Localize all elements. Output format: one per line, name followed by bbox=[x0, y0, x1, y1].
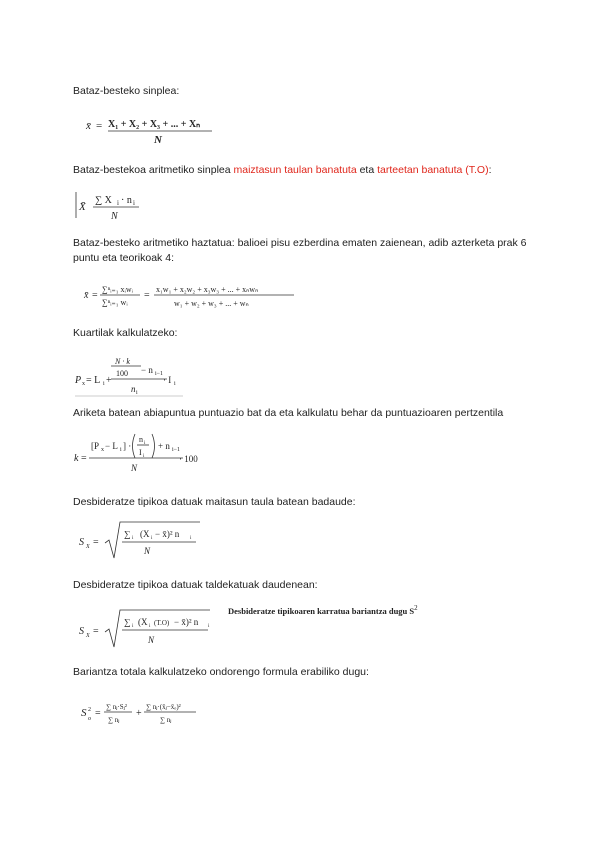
svg-text:X₁ + X₂ + X₃ + ... + Xₙ: X₁ + X₂ + X₃ + ... + Xₙ bbox=[108, 119, 201, 130]
svg-text:∑ⁿᵢ₌₁ xᵢwᵢ: ∑ⁿᵢ₌₁ xᵢwᵢ bbox=[102, 285, 133, 294]
svg-text:∑ⁿᵢ₌₁ wᵢ: ∑ⁿᵢ₌₁ wᵢ bbox=[102, 298, 128, 307]
svg-text:=: = bbox=[93, 626, 99, 637]
formula-percentile bbox=[73, 429, 203, 483]
svg-text:N: N bbox=[154, 134, 162, 146]
freq-mean-highlight-1: maiztasun taulan banatuta bbox=[233, 164, 357, 176]
svg-text:N: N bbox=[111, 211, 118, 222]
formula-quartiles bbox=[73, 355, 183, 399]
svg-text:∑ nⱼ: ∑ nⱼ bbox=[108, 716, 120, 724]
svg-text:N · k: N · k bbox=[115, 357, 130, 366]
svg-text:∑ nⱼ: ∑ nⱼ bbox=[160, 716, 172, 724]
svg-text:i: i bbox=[132, 536, 134, 541]
svg-text:=: = bbox=[92, 290, 98, 301]
svg-text:n: n bbox=[139, 435, 143, 444]
formula-simple-mean bbox=[84, 114, 224, 148]
svg-text:∑ nⱼ·(x̄ⱼ−x̄ₒ)²: ∑ nⱼ·(x̄ⱼ−x̄ₒ)² bbox=[146, 703, 181, 711]
svg-text:− n: − n bbox=[141, 365, 153, 375]
std-table-label: Desbideratze tipikoa datuak maitasun taula batean badaude: bbox=[73, 496, 356, 508]
svg-text:[P: [P bbox=[91, 441, 100, 451]
svg-text:i: i bbox=[132, 624, 134, 629]
svg-text:X: X bbox=[86, 633, 90, 639]
variance-note bbox=[228, 604, 418, 616]
svg-text:x̄: x̄ bbox=[86, 120, 91, 132]
svg-text:=: = bbox=[96, 120, 103, 132]
svg-text:i: i bbox=[143, 454, 145, 459]
svg-text:∑ nⱼ·Sⱼ²: ∑ nⱼ·Sⱼ² bbox=[106, 703, 128, 711]
svg-text:k: k bbox=[74, 453, 79, 464]
svg-text:(X: (X bbox=[138, 617, 148, 627]
svg-text:− x̄)² n: − x̄)² n bbox=[155, 529, 180, 539]
svg-text:(T.O): (T.O) bbox=[154, 619, 170, 627]
svg-text:i−1: i−1 bbox=[155, 371, 164, 377]
formula-freq-mean bbox=[73, 190, 153, 224]
svg-text:+: + bbox=[106, 375, 112, 386]
svg-text:i: i bbox=[136, 390, 138, 396]
svg-text:+: + bbox=[136, 708, 142, 719]
freq-mean-prefix: Bataz-bestekoa aritmetiko sinplea bbox=[73, 164, 234, 176]
svg-text:N: N bbox=[144, 546, 151, 556]
svg-text:=: = bbox=[81, 453, 87, 464]
weighted-mean-label: Bataz-besteko aritmetiko haztatua: balioei pisu ezberdina ematen zaienean, adib azterketa prak 6 puntu eta teorikoak 4: bbox=[73, 237, 527, 264]
svg-text:− x̄)² n: − x̄)² n bbox=[174, 617, 199, 627]
percentile-label: Ariketa batean abiapuntua puntuazio bat da eta kalkulatu behar da puntuazioaren pertzentila bbox=[73, 407, 504, 419]
svg-text:N: N bbox=[131, 463, 138, 473]
svg-text:+ n: + n bbox=[158, 441, 170, 451]
formula-std-grouped bbox=[78, 605, 218, 653]
svg-text:i: i bbox=[208, 624, 210, 629]
svg-text:=: = bbox=[144, 290, 150, 301]
svg-text:i: i bbox=[133, 199, 135, 207]
svg-text:X̄: X̄ bbox=[79, 201, 86, 213]
simple-mean-label: Bataz-besteko sinplea: bbox=[73, 85, 180, 97]
svg-text:i: i bbox=[144, 441, 146, 446]
svg-text:x₁w₁ + x₂w₂ + x₃w₃ + ... + xₙw: x₁w₁ + x₂w₂ + x₃w₃ + ... + xₙwₙ bbox=[156, 285, 259, 294]
svg-text:i: i bbox=[117, 199, 119, 207]
svg-text:∑: ∑ bbox=[124, 617, 131, 627]
svg-text:o: o bbox=[88, 716, 91, 722]
svg-text:] ·: ] · bbox=[123, 441, 132, 451]
total-variance-label: Bariantza totala kalkulatzeko ondorengo formula erabiliko dugu: bbox=[73, 666, 369, 678]
svg-text:i: i bbox=[120, 447, 122, 453]
svg-text:= L: = L bbox=[86, 375, 101, 386]
svg-text:S: S bbox=[81, 707, 87, 719]
svg-text:=: = bbox=[93, 537, 99, 548]
svg-text:∑: ∑ bbox=[124, 529, 131, 539]
svg-text:S: S bbox=[79, 537, 84, 548]
svg-text:w₁ + w₂ + w₃ + ... + wₙ: w₁ + w₂ + w₃ + ... + wₙ bbox=[174, 299, 249, 308]
formula-weighted-mean bbox=[82, 281, 312, 317]
svg-text:S: S bbox=[79, 626, 84, 637]
svg-text:P: P bbox=[75, 375, 82, 386]
svg-text:i: i bbox=[174, 381, 176, 387]
svg-text:i: i bbox=[149, 624, 151, 629]
svg-text:100: 100 bbox=[116, 369, 128, 378]
svg-text:X: X bbox=[86, 544, 90, 550]
formula-std-table bbox=[78, 518, 208, 564]
svg-text:=: = bbox=[95, 708, 101, 719]
svg-text:N: N bbox=[148, 635, 155, 645]
svg-text:I: I bbox=[139, 448, 142, 457]
svg-text:x: x bbox=[82, 381, 85, 387]
quartiles-label: Kuartilak kalkulatzeko: bbox=[73, 327, 178, 339]
freq-mean-label bbox=[73, 163, 492, 178]
svg-text:2: 2 bbox=[88, 707, 91, 713]
svg-text:· 100: · 100 bbox=[179, 454, 198, 464]
formula-total-variance bbox=[80, 698, 210, 732]
svg-text:x̄: x̄ bbox=[84, 290, 89, 301]
svg-text:· n: · n bbox=[121, 195, 132, 206]
variance-note-text: Desbideratze tipikoaren karratua bariantza dugu S bbox=[228, 605, 415, 616]
svg-text:(X: (X bbox=[140, 529, 150, 539]
svg-text:n: n bbox=[131, 384, 136, 394]
freq-mean-highlight-2: tarteetan banatuta (T.O) bbox=[377, 164, 489, 176]
svg-text:∑ X: ∑ X bbox=[95, 195, 112, 206]
std-grouped-label: Desbideratze tipikoa datuak taldekatuak daudenean: bbox=[73, 579, 318, 591]
svg-text:x: x bbox=[101, 447, 104, 453]
svg-text:i−1: i−1 bbox=[172, 447, 181, 453]
freq-mean-middle: eta bbox=[356, 164, 378, 176]
svg-text:− L: − L bbox=[105, 441, 118, 451]
svg-text:i: i bbox=[190, 536, 192, 541]
variance-note-sup: 2 bbox=[414, 604, 418, 612]
svg-text:· I: · I bbox=[163, 375, 172, 385]
svg-text:i: i bbox=[103, 381, 105, 387]
svg-text:i: i bbox=[151, 536, 153, 541]
freq-mean-suffix: : bbox=[488, 164, 492, 176]
